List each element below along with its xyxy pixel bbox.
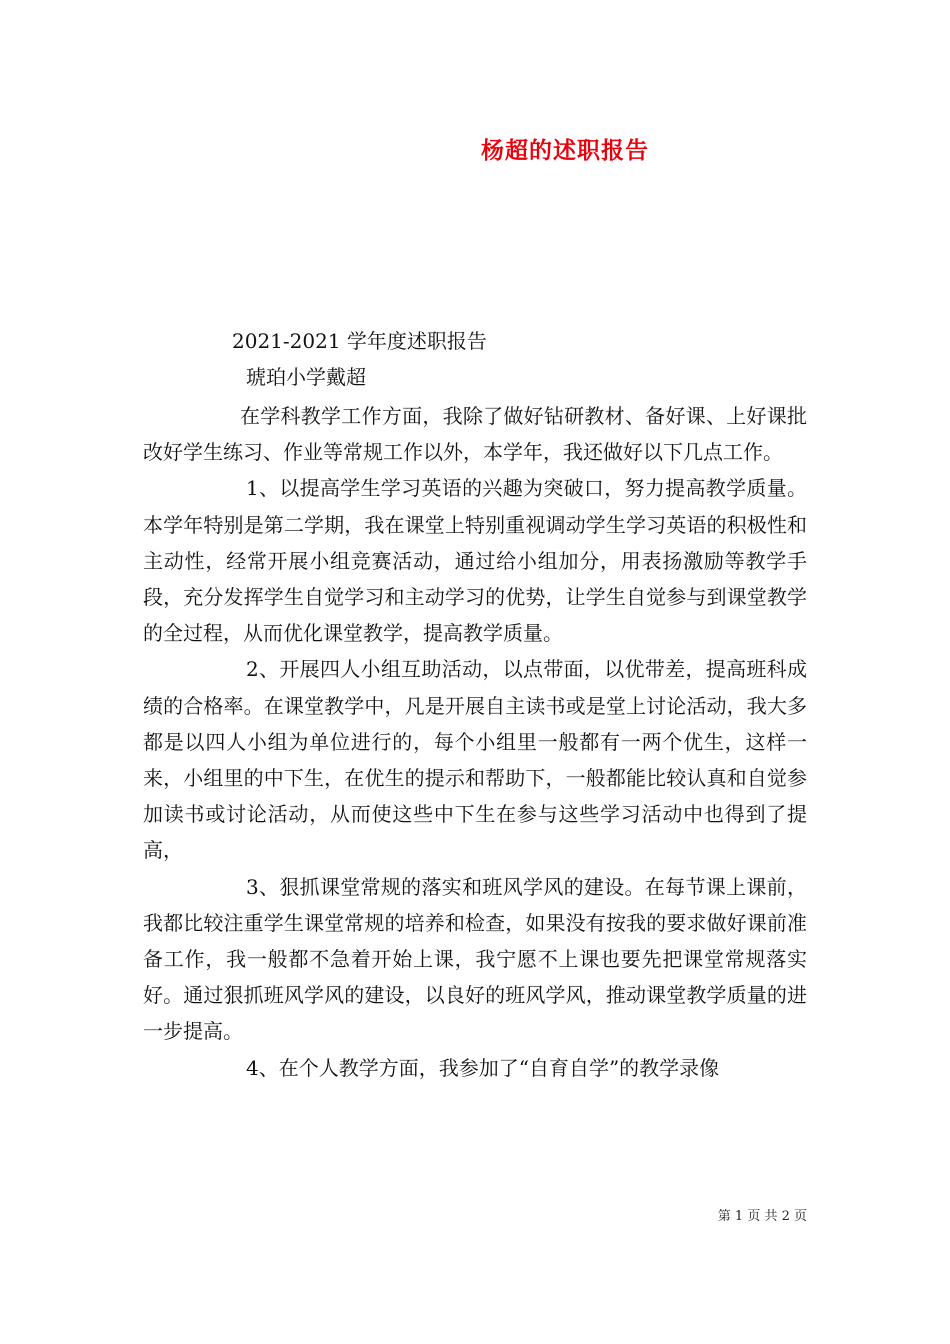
paragraph-intro: 在学科教学工作方面，我除了做好钻研教材、备好课、上好课批改好学生练习、作业等常规工作以外，本学年，我还做好以下几点工作。	[143, 404, 807, 465]
paragraph-item-1: 1、以提高学生学习英语的兴趣为突破口，努力提高教学质量。本学年特别是第二学期，我在课堂上特别重视调动学生学习英语的积极性和主动性，经常开展小组竞赛活动，通过给小组加分，用表扬激励等教学手段，充分发挥学生自觉学习和主动学习的优势，让学生自觉参与到课堂教学的全过程，从而优化课堂教学，提高教学质量。	[143, 476, 807, 646]
report-body	[143, 398, 807, 1086]
paragraph-item-2: 2、开展四人小组互助活动，以点带面，以优带差，提高班科成绩的合格率。在课堂教学中，凡是开展自主读书或是堂上讨论活动，我大多都是以四人小组为单位进行的，每个小组里一般都有一两个优生，这样一来，小组里的中下生，在优生的提示和帮助下，一般都能比较认真和自觉参加读书或讨论活动，从而使这些中下生在参与这些学习活动中也得到了提高，	[143, 657, 807, 863]
document-title: 杨超的述职报告	[481, 137, 649, 164]
report-author: 琥珀小学戴超	[246, 365, 366, 389]
paragraph-item-4: 4、在个人教学方面，我参加了“自育自学”的教学录像	[246, 1055, 720, 1080]
paragraph-item-3: 3、狠抓课堂常规的落实和班风学风的建设。在每节课上课前，我都比较注重学生课堂常规的培养和检查，如果没有按我的要求做好课前准备工作，我一般都不急着开始上课，我宁愿不上课也要先把课堂常规落实好。通过狠抓班风学风的建设，以良好的班风学风，推动课堂教学质量的进一步提高。	[143, 874, 807, 1044]
report-subtitle: 2021-2021 学年度述职报告	[232, 329, 487, 353]
page-number: 第 1 页 共 2 页	[717, 1209, 807, 1224]
